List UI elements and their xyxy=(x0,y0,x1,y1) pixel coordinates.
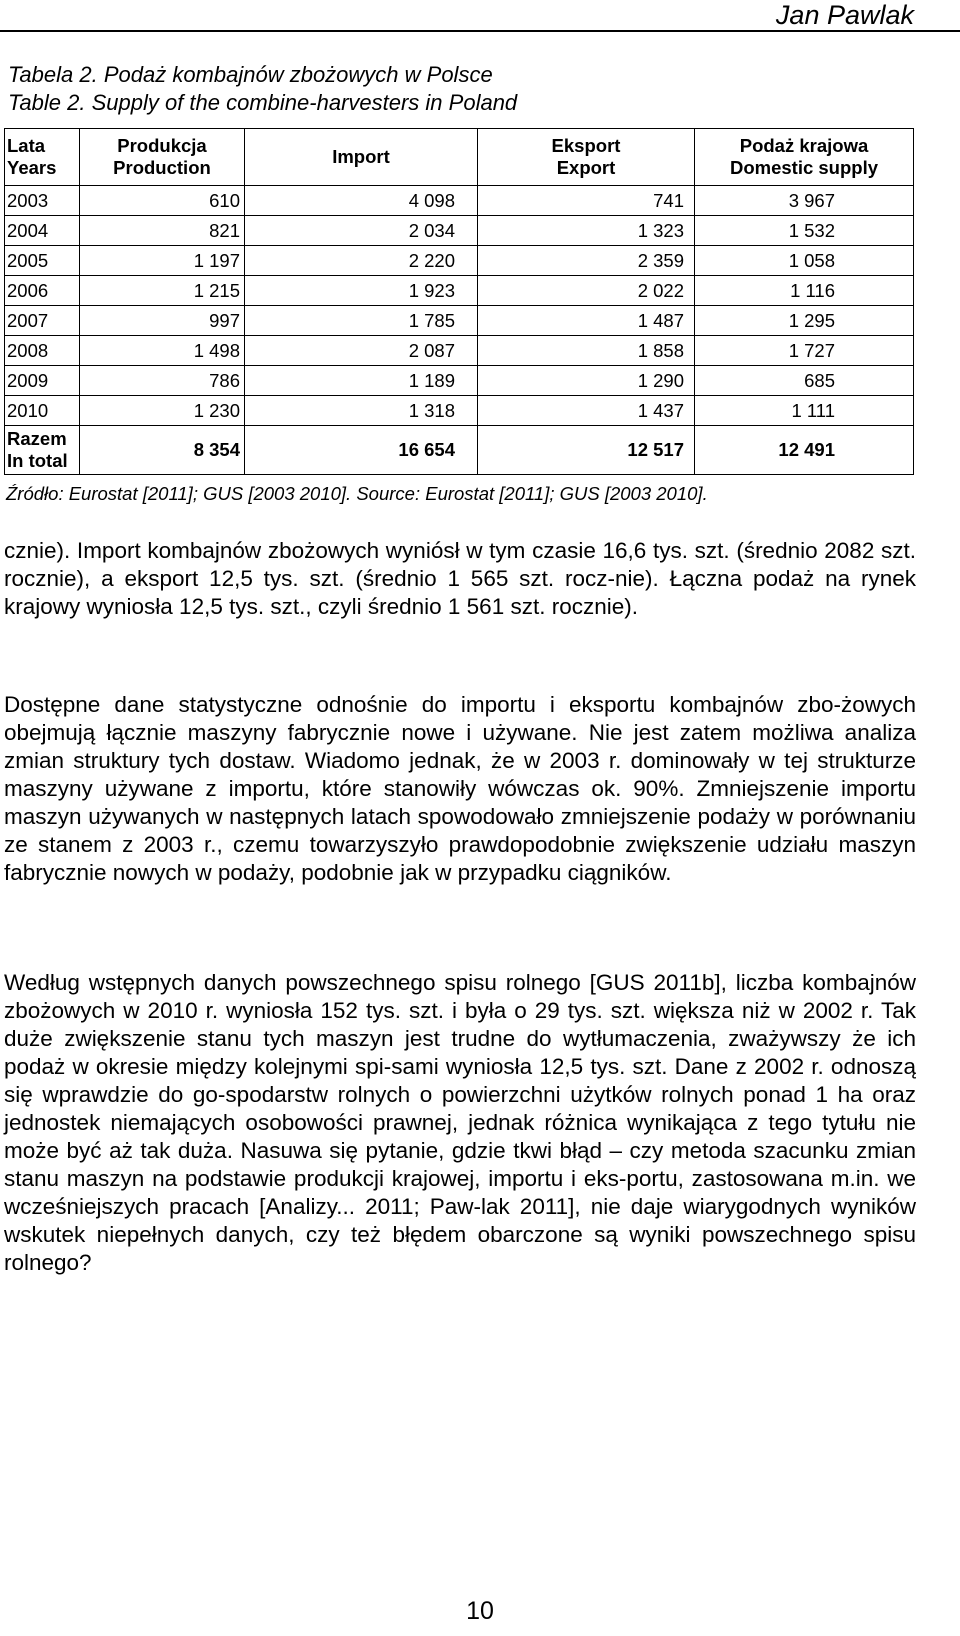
table-row xyxy=(5,396,914,426)
header-export-pl: Eksport xyxy=(551,135,621,156)
cell-export: 1 290 xyxy=(478,366,695,396)
header-import: Import xyxy=(245,129,478,186)
cell-export: 1 437 xyxy=(478,396,695,426)
total-label-pl: Razem xyxy=(7,428,67,449)
cell-supply: 685 xyxy=(695,366,914,396)
header-supply-en: Domestic supply xyxy=(729,157,879,178)
cell-import: 1 189 xyxy=(245,366,478,396)
body-paragraph: Dostępne dane statystyczne odnośnie do importu i eksportu kombajnów zbo-żowych obejmują łącznie maszyny fabrycznie nowe i używane. Nie jest zatem możliwa analiza zmian struktury tych dostaw. Wiadomo jednak, że w 2003 r. dominowały w tej strukturze maszyny używane z importu, które stanowiły wówczas ok. 90%. Zmniejszenie importu maszyn używanych w następnych latach spowodowało zmniejszenie podaży w porównaniu ze stanem z 2003 r., czemu towarzyszyło prawdopodobnie zwiększenie udziału maszyn fabrycznie nowych w podaży, podobnie jak w przypadku ciągników. xyxy=(4,692,916,885)
table-row xyxy=(5,246,914,276)
cell-supply: 1 727 xyxy=(695,336,914,366)
cell-total-supply: 12 491 xyxy=(695,426,914,475)
cell-import: 2 087 xyxy=(245,336,478,366)
header-years-en: Years xyxy=(7,157,57,178)
cell-import: 4 098 xyxy=(245,186,478,216)
body-paragraph: cznie). Import kombajnów zbożowych wyniósł w tym czasie 16,6 tys. szt. (średnio 2082 szt. rocznie), a eksport 12,5 tys. szt. (średnio 1 565 szt. rocz-nie). Łączna podaż na rynek krajowy wyniosła 12,5 tys. szt., czyli średnio 1 561 szt. rocznie). xyxy=(4,538,916,619)
table-row xyxy=(5,306,914,336)
cell-export: 741 xyxy=(478,186,695,216)
table-source-note: Źródło: Eurostat [2011]; GUS [2003 2010]. Source: Eurostat [2011]; GUS [2003 2010]. xyxy=(6,483,708,504)
cell-export: 1 323 xyxy=(478,216,695,246)
header-supply xyxy=(695,129,914,186)
header-years-pl: Lata xyxy=(7,135,46,156)
page-number: 10 xyxy=(466,1597,494,1625)
cell-supply: 3 967 xyxy=(695,186,914,216)
cell-total-production: 8 354 xyxy=(80,426,245,475)
header-production-en: Production xyxy=(113,157,211,178)
cell-import: 2 220 xyxy=(245,246,478,276)
cell-import: 1 785 xyxy=(245,306,478,336)
running-header-author: Jan Pawlak xyxy=(775,0,914,30)
cell-production: 997 xyxy=(80,306,245,336)
table-row xyxy=(5,336,914,366)
table-header-row xyxy=(5,129,914,186)
table-row xyxy=(5,186,914,216)
cell-year: 2009 xyxy=(5,366,80,396)
total-label-en: In total xyxy=(7,450,68,471)
body-paragraph: Według wstępnych danych powszechnego spisu rolnego [GUS 2011b], liczba kombajnów zbożowych w 2010 r. wyniosła 152 tys. szt. i była o 29 tys. szt. większa niż w 2002 r. Tak duże zwiększenie stanu tych maszyn jest trudne do wytłumaczenia, zważywszy że ich podaż w okresie między kolejnymi spi-sami wyniosła 12,5 tys. szt. Dane z 2002 r. odnoszą się wprawdzie do go-spodarstw rolnych o powierzchni użytków rolnych ponad 1 ha oraz jednostek niemających osobowości prawnej, jednak różnica wynikająca z tego tytułu nie może być aż tak duża. Nasuwa się pytanie, gdzie tkwi błąd – czy metoda szacunku zmian stanu maszyn na podstawie produkcji krajowej, importu i eks-portu, zastosowana m.in. we wcześniejszych pracach [Analizy... 2011; Paw-lak 2011], nie daje wiarygodnych wyników wskutek niepełnych danych, czy też błędem obarczone są wyniki powszechnego spisu rolnego? xyxy=(4,970,916,1275)
cell-export: 1 858 xyxy=(478,336,695,366)
cell-year: 2004 xyxy=(5,216,80,246)
table-row xyxy=(5,216,914,246)
cell-production: 1 230 xyxy=(80,396,245,426)
cell-year: 2003 xyxy=(5,186,80,216)
cell-import: 1 923 xyxy=(245,276,478,306)
cell-year: 2005 xyxy=(5,246,80,276)
cell-production: 821 xyxy=(80,216,245,246)
header-production xyxy=(80,129,245,186)
header-years xyxy=(5,129,80,186)
cell-year: 2008 xyxy=(5,336,80,366)
table-total-row xyxy=(5,426,914,475)
cell-total-import: 16 654 xyxy=(245,426,478,475)
cell-year: 2006 xyxy=(5,276,80,306)
cell-supply: 1 116 xyxy=(695,276,914,306)
cell-import: 2 034 xyxy=(245,216,478,246)
cell-supply: 1 532 xyxy=(695,216,914,246)
cell-export: 2 022 xyxy=(478,276,695,306)
header-export xyxy=(478,129,695,186)
cell-year: 2007 xyxy=(5,306,80,336)
cell-supply: 1 295 xyxy=(695,306,914,336)
cell-supply: 1 111 xyxy=(695,396,914,426)
table-row xyxy=(5,366,914,396)
supply-table xyxy=(4,128,914,475)
cell-production: 610 xyxy=(80,186,245,216)
header-supply-pl: Podaż krajowa xyxy=(739,135,869,156)
table-caption-pl: Tabela 2. Podaż kombajnów zbożowych w Polsce xyxy=(8,62,493,87)
cell-total-label xyxy=(5,426,80,475)
header-production-pl: Produkcja xyxy=(117,135,207,156)
cell-total-export: 12 517 xyxy=(478,426,695,475)
cell-production: 786 xyxy=(80,366,245,396)
cell-production: 1 498 xyxy=(80,336,245,366)
table-caption-en: Table 2. Supply of the combine-harvesters in Poland xyxy=(8,90,518,115)
cell-production: 1 197 xyxy=(80,246,245,276)
header-export-en: Export xyxy=(556,157,616,178)
cell-supply: 1 058 xyxy=(695,246,914,276)
cell-production: 1 215 xyxy=(80,276,245,306)
table-row xyxy=(5,276,914,306)
cell-import: 1 318 xyxy=(245,396,478,426)
cell-export: 1 487 xyxy=(478,306,695,336)
header-rule xyxy=(0,30,960,32)
cell-export: 2 359 xyxy=(478,246,695,276)
cell-year: 2010 xyxy=(5,396,80,426)
